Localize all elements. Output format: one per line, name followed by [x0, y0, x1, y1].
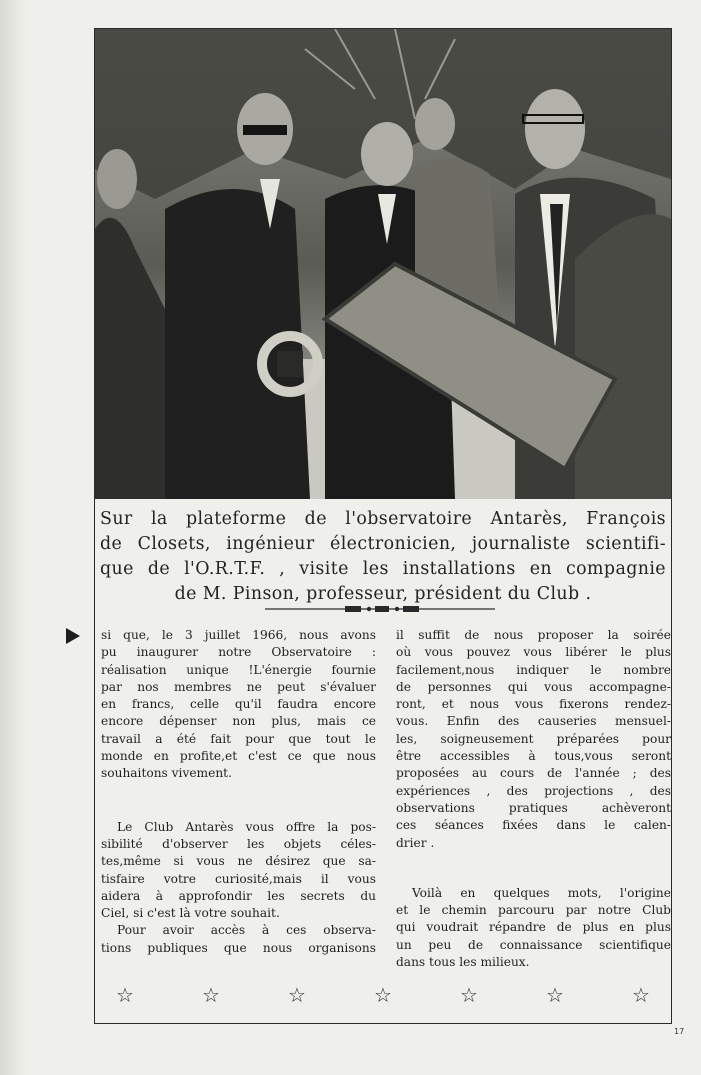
text-line: les, soigneusement préparées pour: [396, 731, 671, 746]
caption-line: que de l'O.R.T.F. , visite les installations en compagnie: [100, 559, 666, 579]
text-line: drier .: [396, 835, 435, 850]
text-line: encore dépenser non plus, mais ce: [101, 714, 376, 729]
text-line: Le Club Antarès vous offre la pos-: [117, 819, 376, 834]
paragraph: [101, 922, 376, 957]
text-line: tes,même si vous ne désirez que sa-: [101, 854, 376, 869]
text-line: tisfaire votre curiosité,mais il vous: [101, 871, 376, 886]
text-line: tions publiques que nous organisons: [101, 940, 376, 955]
text-line: ront, et nous vous fixerons rendez-: [396, 697, 671, 712]
text-line: pu inaugurer notre Observatoire :: [101, 645, 376, 660]
text-line: monde en profite,et c'est ce que nous: [101, 749, 376, 764]
photograph-illustration: [95, 29, 671, 499]
page-gutter-shadow: [0, 0, 32, 1075]
text-line: souhaitons vivement.: [101, 766, 232, 781]
text-line: expériences , des projections , des: [396, 783, 671, 798]
text-line: et le chemin parcouru par notre Club: [396, 903, 671, 918]
text-line: Ciel, si c'est là votre souhait.: [101, 906, 280, 921]
text-line: de personnes qui vous accompagne-: [396, 679, 671, 694]
left-column: [101, 627, 376, 957]
paragraph: [101, 819, 376, 923]
text-line: en francs, celle qu'il faudra encore: [101, 697, 376, 712]
text-line: vous. Enfin des causeries mensuel-: [396, 714, 671, 729]
star-icon: ☆: [202, 983, 220, 1007]
text-line: Voilà en quelques mots, l'origine: [412, 885, 671, 900]
right-column: [396, 627, 671, 971]
text-line: facilement,nous indiquer le nombre: [396, 662, 671, 677]
text-line: observations pratiques achèveront: [396, 800, 671, 815]
star-icon: ☆: [288, 983, 306, 1007]
text-line: proposées au cours de l'année ; des: [396, 766, 671, 781]
text-line: où vous pouvez vous libérer le plus: [396, 645, 671, 660]
text-line: Pour avoir accès à ces observa-: [117, 923, 376, 938]
caption-line: de Closets, ingénieur électronicien, journaliste scientifi-: [100, 534, 666, 554]
continuation-arrow-icon: [66, 628, 80, 644]
page-number: 17: [674, 1027, 685, 1036]
star-icon: ☆: [116, 983, 134, 1007]
caption-line: Sur la plateforme de l'observatoire Antarès, François: [100, 509, 666, 529]
text-line: il suffit de nous proposer la soirée: [396, 628, 671, 642]
text-line: si que, le 3 juillet 1966, nous avons: [101, 628, 376, 642]
star-icon: ☆: [374, 983, 392, 1007]
paragraph: [101, 627, 376, 783]
paragraph: [396, 885, 671, 971]
photo-caption: [100, 507, 666, 607]
text-line: sibilité d'observer les objets céles-: [101, 836, 376, 851]
ornamental-divider: [265, 605, 495, 613]
text-line: être accessibles à tous,vous seront: [396, 749, 671, 764]
text-line: qui voudrait répandre de plus en plus: [396, 920, 671, 935]
star-icon: ☆: [546, 983, 564, 1007]
text-line: un peu de connaissance scientifique: [396, 937, 671, 952]
text-line: réalisation unique !L'énergie fournie: [101, 662, 376, 677]
text-line: par nos membres ne peut s'évaluer: [101, 679, 376, 694]
text-line: ces séances fixées dans le calen-: [396, 818, 671, 833]
star-icon: ☆: [460, 983, 478, 1007]
photograph: [95, 29, 671, 499]
text-line: dans tous les milieux.: [396, 955, 530, 970]
paragraph: [396, 627, 671, 852]
caption-line: de M. Pinson, professeur, président du Club .: [174, 584, 592, 604]
star-icon: ☆: [632, 983, 650, 1007]
text-line: aidera à approfondir les secrets du: [101, 888, 376, 903]
text-line: travail a été fait pour que tout le: [101, 731, 376, 746]
star-ornament-row: [100, 980, 666, 1010]
